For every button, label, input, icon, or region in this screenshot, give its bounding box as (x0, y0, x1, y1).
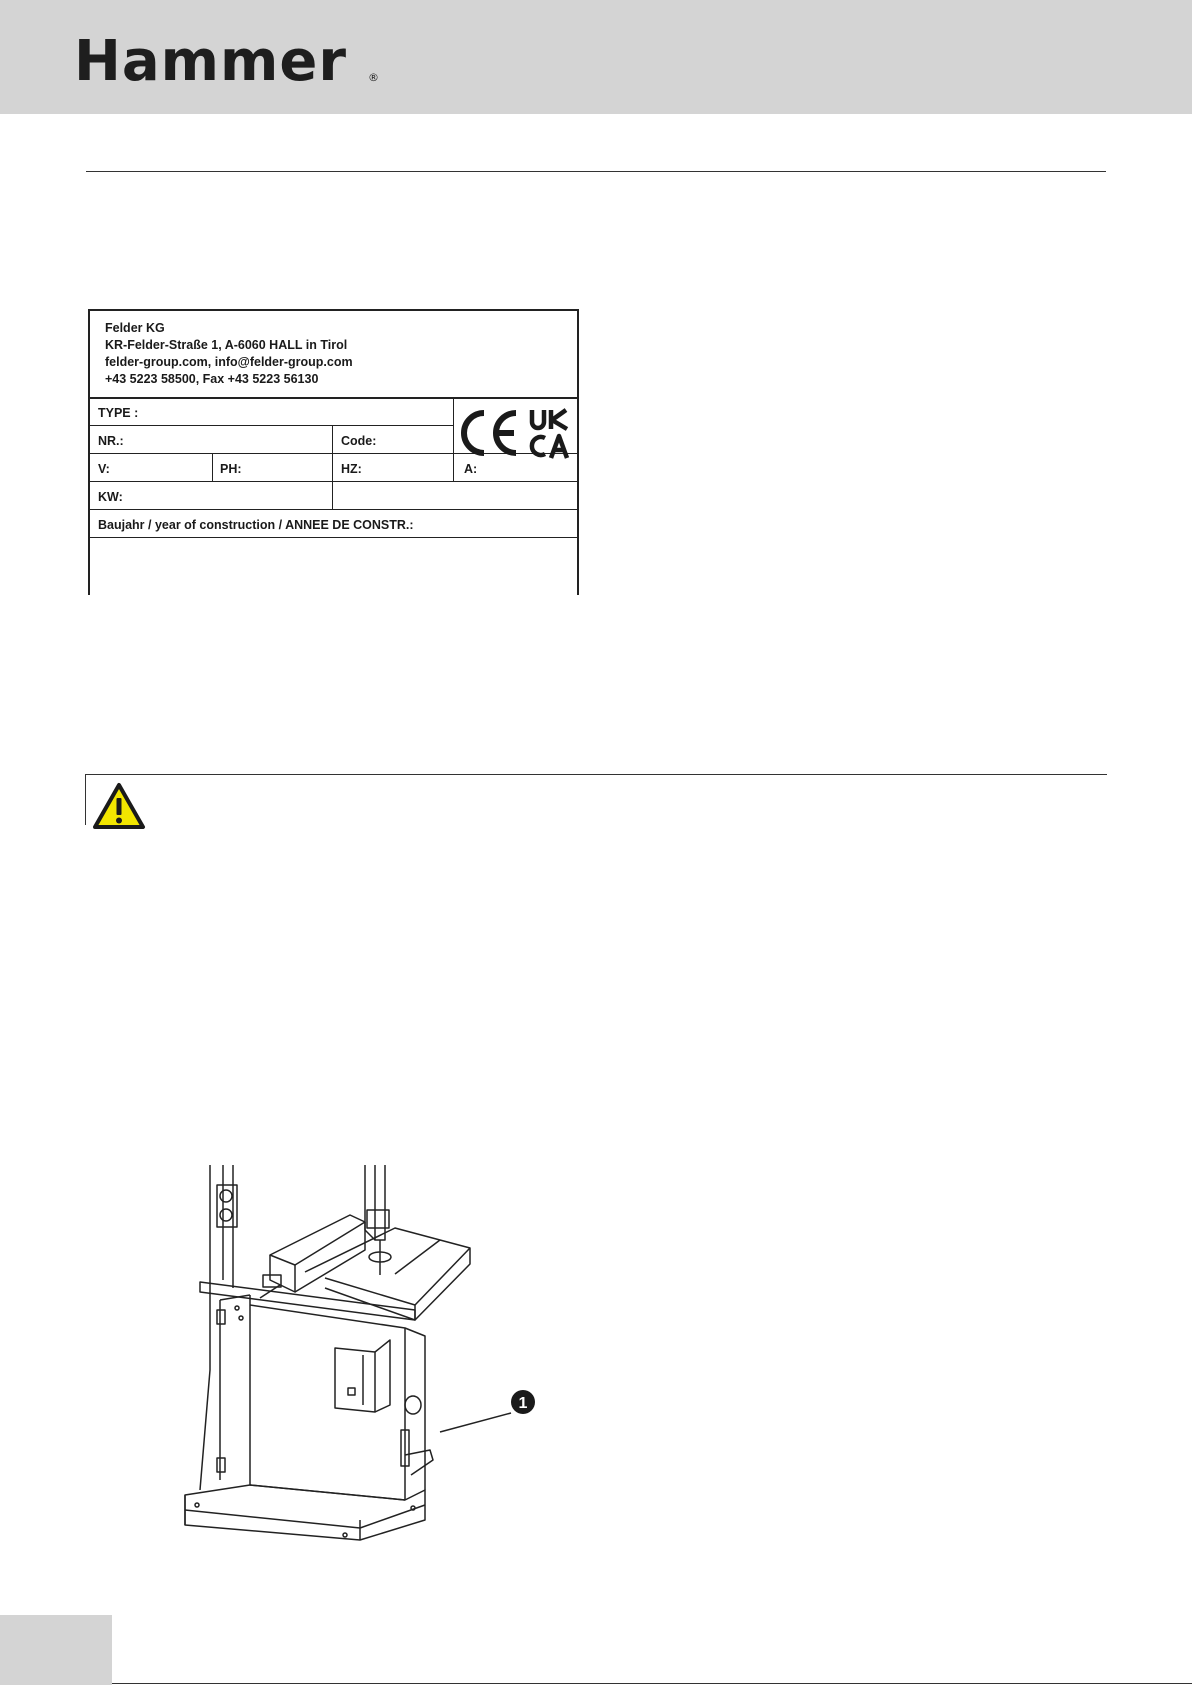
kw-label: KW: (98, 490, 123, 504)
page-number-box (0, 1615, 112, 1685)
divider (212, 453, 213, 481)
code-label: Code: (341, 434, 377, 448)
top-rule (86, 171, 1106, 172)
divider (90, 481, 577, 482)
ph-label: PH: (220, 462, 242, 476)
brand-logo: Hammer (74, 29, 347, 94)
company-phone: +43 5223 58500, Fax +43 5223 56130 (105, 372, 319, 386)
warning-icon (92, 782, 146, 830)
footer-rule (112, 1683, 1192, 1684)
v-label: V: (98, 462, 110, 476)
nameplate (88, 309, 579, 595)
divider (90, 537, 577, 538)
type-label: TYPE : (98, 406, 139, 420)
bandsaw-machine-drawing (175, 1160, 575, 1560)
nameplate-address (105, 320, 353, 388)
registered-mark: ® (368, 71, 379, 84)
warning-frame (85, 774, 1107, 825)
callout-number: 1 (518, 1395, 528, 1412)
a-label: A: (464, 462, 478, 476)
company-address: KR-Felder-Straße 1, A-6060 HALL in Tirol (105, 338, 348, 352)
nr-label: NR.: (98, 434, 124, 448)
ce-ukca-marks (458, 404, 576, 462)
divider (332, 425, 333, 509)
ce-mark (464, 413, 516, 453)
company-name: Felder KG (105, 321, 165, 335)
divider (453, 399, 454, 481)
callout-leader (440, 1413, 511, 1432)
divider (90, 425, 453, 426)
company-web: felder-group.com, info@felder-group.com (105, 355, 353, 369)
divider (90, 509, 577, 510)
ukca-mark (532, 410, 567, 458)
divider (90, 397, 577, 399)
page-header (0, 0, 1192, 114)
year-label: Baujahr / year of construction / ANNEE DE CONSTR.: (98, 518, 414, 532)
hz-label: HZ: (341, 462, 362, 476)
